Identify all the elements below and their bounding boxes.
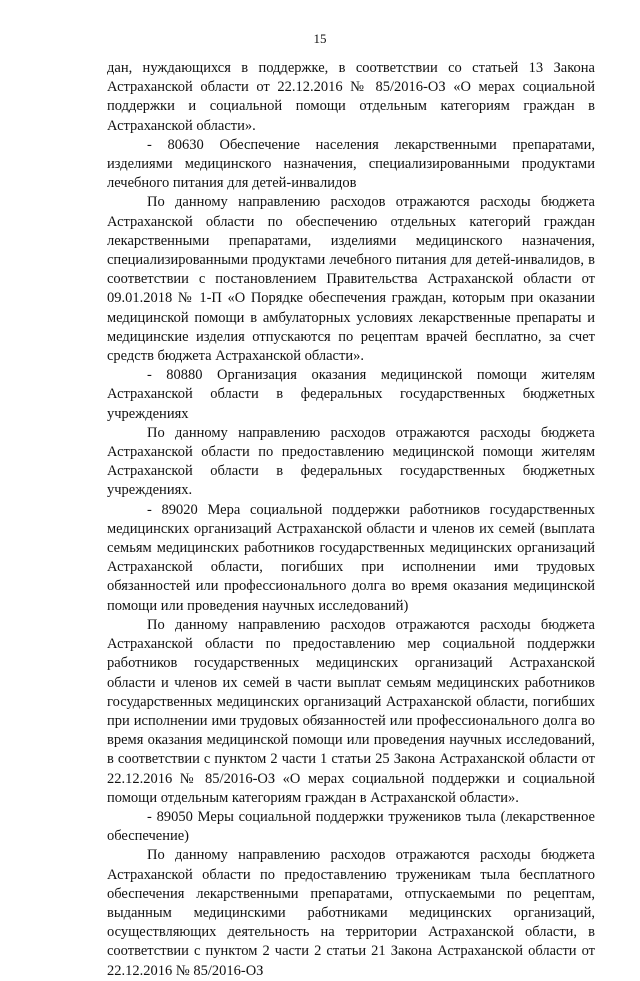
paragraph-9: По данному направлению расходов отражаются расходы бюджета Астраханской области по предоставлению труженикам тыла бесплатного обеспечения лекарственными препаратами, отпускаемыми по рецептам, выданным медицинскими работниками медицинских организаций, осуществляющих деятельность на территории Астраханской области, в соответствии с пунктом 2 части 2 статьи 21 Закона Астраханской области от 22.12.2016 № 85/2016-ОЗ: [107, 847, 595, 979]
paragraph-6: - 89020 Мера социальной поддержки работников государственных медицинских организаций Астраханской области и членов их семей (выплата семьям медицинских работников государственных медицинских организаций Астраханской области, погибших при исполнении ими трудовых обязанностей или профессионального долга во время оказания медицинской помощи или проведения научных исследований): [107, 501, 595, 614]
paragraph-8: - 89050 Меры социальной поддержки тружеников тыла (лекарственное обеспечение): [107, 808, 595, 845]
paragraph-1: дан, нуждающихся в поддержке, в соответствии со статьей 13 Закона Астраханской области от 22.12.2016 № 85/2016-ОЗ «О мерах социальной поддержки и социальной помощи отдельным категориям граждан в Астраханской области».: [107, 60, 595, 134]
document-body: [107, 59, 595, 981]
paragraph-7: По данному направлению расходов отражаются расходы бюджета Астраханской области по предоставлению мер социальной поддержки работников государственных медицинских организаций Астраханской области и членов их семей в части выплат семьям медицинских работников государственных медицинских организаций Астраханской области, погибших при исполнении ими трудовых обязанностей или профессионального долга во время оказания медицинской помощи или проведения научных исследований, в соответствии с пунктом 2 части 1 статьи 25 Закона Астраханской области от 22.12.2016 № 85/2016-ОЗ «О мерах социальной поддержки и социальной помощи отдельным категориям граждан в Астраханской области».: [107, 616, 595, 806]
paragraph-2: - 80630 Обеспечение населения лекарственными препаратами, изделиями медицинского назначения, специализированными продуктами лечебного питания для детей-инвалидов: [107, 136, 595, 192]
paragraph-3: По данному направлению расходов отражаются расходы бюджета Астраханской области по обеспечению отдельных категорий граждан лекарственными препаратами, изделиями медицинского назначения, специализированными продуктами лечебного питания для детей-инвалидов, в соответствии с постановлением Правительства Астраханской области от 09.01.2018 № 1-П «О Порядке обеспечения граждан, которым при оказании медицинской помощи в амбулаторных условиях лекарственные препараты и медицинские изделия отпускаются по рецептам врачей бесплатно, за счет средств бюджета Астраханской области».: [107, 194, 595, 365]
paragraph-4: - 80880 Организация оказания медицинской помощи жителям Астраханской области в федеральных государственных бюджетных учреждениях: [107, 367, 595, 422]
page-number: 15: [313, 31, 327, 46]
paragraph-5: По данному направлению расходов отражаются расходы бюджета Астраханской области по предоставлению медицинской помощи жителям Астраханской области в федеральных государственных бюджетных учреждениях.: [107, 424, 595, 499]
